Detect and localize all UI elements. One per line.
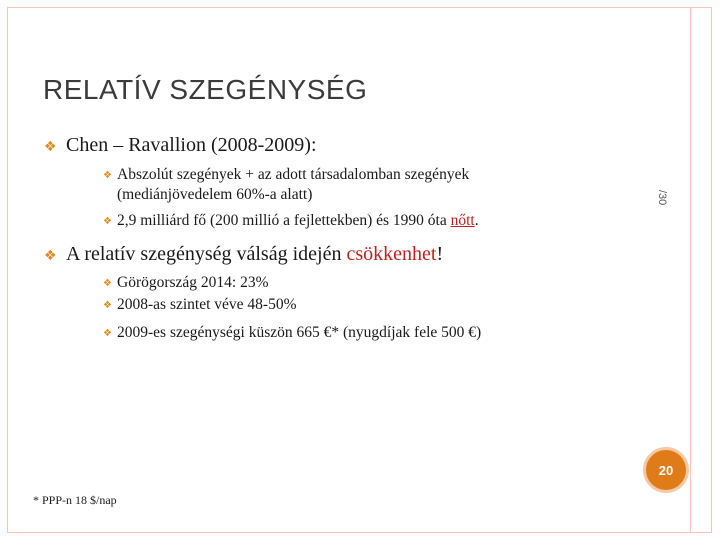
bullet-icon: ❖: [44, 139, 57, 155]
bullet-2-prefix: A relatív szegénység válság idején: [66, 243, 347, 265]
bullet-2-text: [66, 243, 443, 266]
highlight-increased: nőtt: [450, 212, 475, 229]
sub-bullet-2-2: 2008-as szintet véve 48-50%: [117, 296, 297, 313]
sub-bullet-icon: ❖: [103, 300, 112, 311]
slide-title: RELATÍV SZEGÉNYSÉG: [43, 74, 368, 105]
sub-bullet-1-2-suffix: .: [474, 212, 479, 229]
sub-bullet-1-2: [117, 211, 479, 231]
side-divider: [690, 7, 691, 533]
sub-bullet-1-2-prefix: 2,9 milliárd fő (200 millió a fejlettekben) és 1990 óta: [117, 212, 451, 229]
bullet-2-suffix: !: [436, 243, 444, 265]
highlight-decrease: csökkenhet: [346, 243, 437, 265]
bullet-icon: ❖: [44, 248, 57, 264]
sub-bullet-icon: ❖: [103, 328, 112, 339]
sub-bullet-icon: ❖: [103, 170, 112, 181]
sub-bullet-icon: ❖: [103, 278, 112, 289]
sub-bullet-2-1: Görögország 2014: 23%: [117, 274, 269, 291]
sub-bullet-1-1-line2: (mediánjövedelem 60%-a alatt): [117, 186, 313, 203]
page-number: 20: [658, 462, 674, 478]
page-number-badge: [643, 447, 689, 493]
side-page-count: /30: [656, 190, 668, 206]
bullet-1-text: Chen – Ravallion (2008-2009):: [66, 134, 317, 156]
sub-bullet-1-1-line1: Abszolút szegények + az adott társadalomban szegények: [117, 166, 470, 183]
footnote: * PPP-n 18 $/nap: [33, 493, 117, 507]
sub-bullet-2-3: 2009-es szegénységi küszön 665 €* (nyugdíjak fele 500 €): [117, 324, 482, 341]
sub-bullet-icon: ❖: [103, 216, 112, 227]
